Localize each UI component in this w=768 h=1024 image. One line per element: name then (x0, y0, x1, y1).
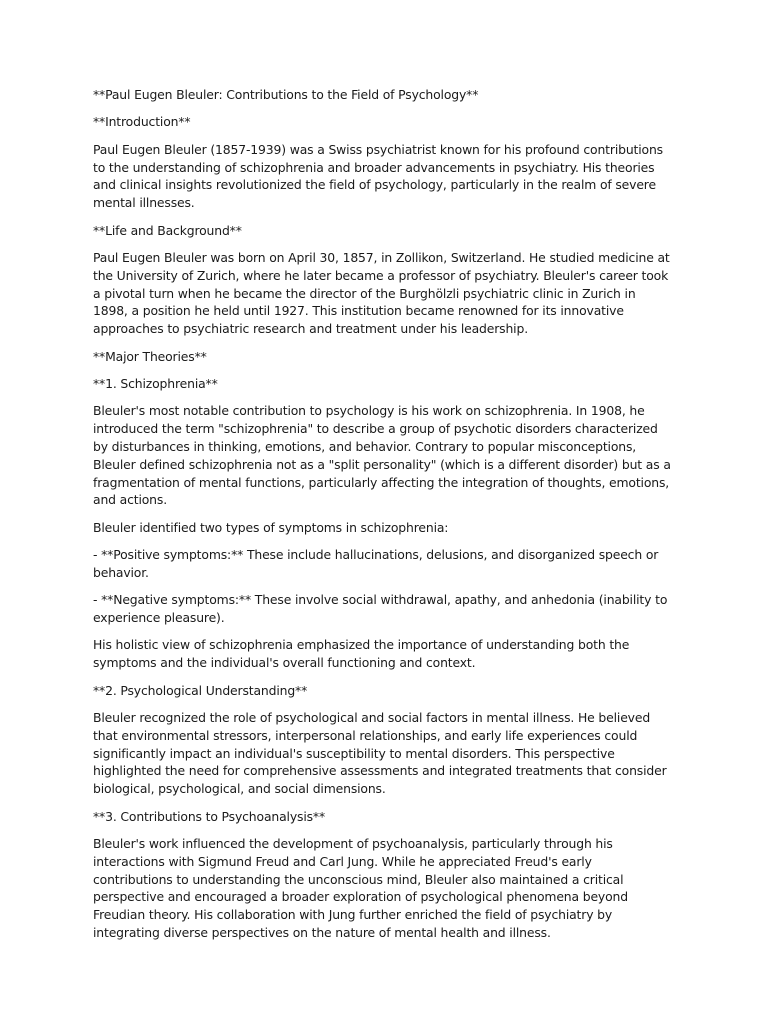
section-heading-major-theories: **Major Theories** (93, 348, 207, 364)
paragraph-holistic-view: His holistic view of schizophrenia emphasized the importance of understanding both the symptoms and the individual's overall functioning and context. (93, 637, 630, 671)
section-heading-introduction: **Introduction** (93, 114, 191, 130)
paragraph-symptom-types: Bleuler identified two types of symptoms in schizophrenia: (93, 519, 449, 535)
subheading-psychological-understanding: **2. Psychological Understanding** (93, 682, 308, 698)
section-heading-life: **Life and Background** (93, 222, 242, 238)
paragraph-psychoanalysis: Bleuler's work influenced the development of psychoanalysis, particularly through his interactions with Sigmund Freud and Carl Jung. While he appreciated Freud's early contributions to understanding the unconscious mind, Bleuler also maintained a critical perspective and encouraged a broader exploration of psychological phenomena beyond Freudian theory. His collaboration with Jung further enriched the field of psychiatry by integrating diverse perspectives on the nature of mental health and illness. (93, 836, 628, 940)
list-item-negative-symptoms: - **Negative symptoms:** These involve social withdrawal, apathy, and anhedonia (inability to experience pleasure). (93, 592, 668, 626)
subheading-schizophrenia: **1. Schizophrenia** (93, 375, 218, 391)
list-item-positive-symptoms: - **Positive symptoms:** These include hallucinations, delusions, and disorganized speech or behavior. (93, 547, 659, 580)
paragraph-life: Paul Eugen Bleuler was born on April 30, 1857, in Zollikon, Switzerland. He studied medicine at the University of Zurich, where he later became a professor of psychiatry. Bleuler's career took a pivotal turn when he became the director of the Burghölzli psychiatric clinic in Zurich in 1898, a position he held until 1927. This institution became renowned for its innovative approaches to psychiatric research and treatment under his leadership. (93, 249, 670, 337)
subheading-psychoanalysis: **3. Contributions to Psychoanalysis** (93, 808, 326, 824)
paragraph-schizophrenia: Bleuler's most notable contribution to psychology is his work on schizophrenia. In 1908, he introduced the term "schizophrenia" to describe a group of psychotic disorders characterized by disturbances in thinking, emotions, and behavior. Contrary to popular misconceptions, Bleuler defined schizophrenia not as a "split personality" (which is a different disorder) but as a fragmentation of mental functions, particularly affecting the integration of thoughts, emotions, and actions. (93, 403, 671, 508)
paragraph-introduction: Paul Eugen Bleuler (1857-1939) was a Swiss psychiatrist known for his profound contributions to the understanding of schizophrenia and broader advancements in psychiatry. His theories and clinical insights revolutionized the field of psychology, particularly in the realm of severe mental illnesses. (93, 141, 663, 211)
paragraph-psychological-understanding: Bleuler recognized the role of psychological and social factors in mental illness. He believed that environmental stressors, interpersonal relationships, and early life experiences could significantly impact an individual's susceptibility to mental disorders. This perspective highlighted the need for comprehensive assessments and integrated treatments that consider biological, psychological, and social dimensions. (93, 710, 667, 797)
document-title: **Paul Eugen Bleuler: Contributions to the Field of Psychology** (93, 87, 479, 102)
